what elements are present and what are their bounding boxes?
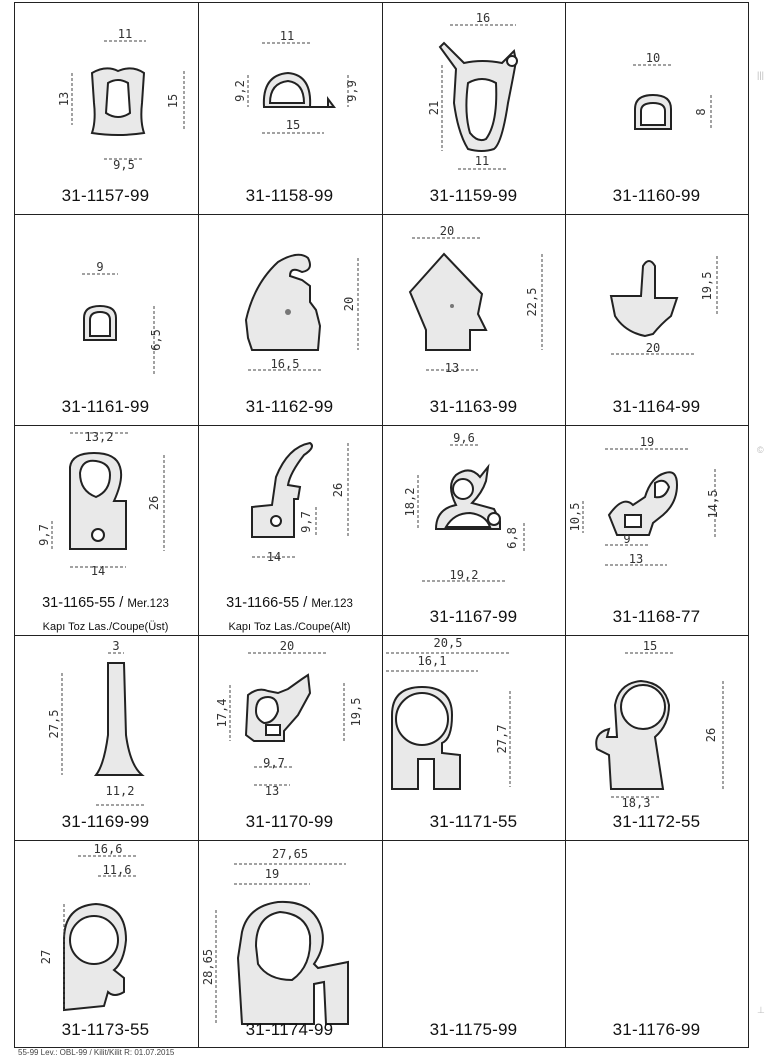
- dimension-label: 13: [57, 91, 71, 107]
- dimension-label: 9: [623, 532, 631, 546]
- dimension-label: 15: [166, 93, 180, 109]
- part-code: 31-1173-55: [61, 1020, 150, 1039]
- profile-cell: [198, 840, 381, 1046]
- part-code: 31-1162-99: [245, 397, 334, 416]
- profile-drawing: [565, 425, 748, 633]
- part-code: 31-1171-55: [429, 812, 518, 831]
- dimension-label: 11,6: [102, 863, 132, 877]
- profile-drawing: [14, 3, 197, 212]
- profile-drawing: [14, 635, 197, 838]
- profile-cell: [14, 3, 197, 212]
- dimension-label: 13: [264, 784, 280, 798]
- dimension-label: 10: [645, 51, 661, 65]
- dimension-label: 18,2: [403, 487, 417, 517]
- profile-drawing: [198, 214, 381, 423]
- profile-cell: [565, 214, 748, 423]
- dimension-label: 15: [285, 118, 301, 132]
- profile-cell: [198, 425, 381, 633]
- dimension-label: 20: [279, 639, 295, 653]
- profile-cell: [565, 840, 748, 1046]
- profile-cell: [198, 214, 381, 423]
- profile-cell: [565, 3, 748, 212]
- profile-cell: [382, 425, 565, 633]
- side-mark: |||: [757, 70, 765, 80]
- dimension-label: 21: [427, 100, 441, 116]
- part-code: 31-1168-77: [612, 607, 701, 626]
- profile-drawing: [565, 635, 748, 838]
- part-code: 31-1165-55 / Mer.123: [42, 595, 169, 611]
- part-description: Kapı Toz Las./Coupe(Üst): [42, 621, 169, 633]
- profile-drawing: [198, 635, 381, 838]
- dimension-label: 16,6: [93, 842, 123, 856]
- part-note: Mer.123: [127, 598, 169, 610]
- part-code: 31-1174-99: [245, 1020, 334, 1039]
- dimension-label: 11,2: [105, 784, 135, 798]
- dimension-label: 20,5: [433, 636, 463, 650]
- part-code: 31-1166-55 / Mer.123: [226, 595, 353, 611]
- dimension-label: 11: [117, 27, 133, 41]
- profile-cell: [14, 635, 197, 838]
- dimension-label: 17,4: [215, 698, 229, 728]
- part-code: 31-1169-99: [61, 812, 150, 831]
- profile-drawing: [565, 3, 748, 212]
- dimension-label: 6,5: [149, 329, 163, 351]
- footer-note: 55-99 Lev.: OBL-99 / Kilit/Kilit R: 01.07.2015: [18, 1048, 175, 1057]
- dimension-label: 26: [704, 727, 718, 743]
- part-number: 31-1166-55: [226, 595, 300, 611]
- dimension-label: 16,1: [417, 654, 447, 668]
- dimension-label: 26: [331, 482, 345, 498]
- profile-drawing: [198, 3, 381, 212]
- part-code: 31-1160-99: [612, 186, 701, 205]
- dimension-label: 27,7: [495, 724, 509, 754]
- profile-drawing: [382, 214, 565, 423]
- profile-cell: [382, 840, 565, 1046]
- dimension-label: 3: [112, 639, 120, 653]
- profile-drawing: [565, 214, 748, 423]
- profile-cell: [198, 3, 381, 212]
- part-number: 31-1165-55: [42, 595, 116, 611]
- dimension-label: 11: [474, 154, 490, 168]
- dimension-label: 9,6: [453, 431, 475, 445]
- dimension-label: 13: [628, 552, 644, 566]
- dimension-label: 15: [642, 639, 658, 653]
- dimension-label: 16: [475, 11, 491, 25]
- side-mark: ⊥: [757, 1005, 765, 1015]
- profile-drawing: [14, 840, 197, 1046]
- profile-drawing: [382, 3, 565, 212]
- dimension-label: 22,5: [525, 287, 539, 317]
- profile-cell: [14, 425, 197, 633]
- dimension-label: 19,5: [700, 271, 714, 301]
- side-mark: ©: [757, 445, 764, 455]
- dimension-label: 27: [39, 949, 53, 965]
- part-code: 31-1176-99: [612, 1020, 701, 1039]
- dimension-label: 11: [279, 29, 295, 43]
- dimension-label: 8: [694, 108, 708, 116]
- dimension-label: 27,65: [271, 847, 309, 861]
- dimension-label: 20: [439, 224, 455, 238]
- profile-cell: [198, 635, 381, 838]
- dimension-label: 20: [645, 341, 661, 355]
- part-code: 31-1164-99: [612, 397, 701, 416]
- profile-cell: [565, 635, 748, 838]
- dimension-label: 16,5: [270, 357, 300, 371]
- dimension-label: 9,7: [37, 524, 51, 546]
- part-code: 31-1157-99: [61, 186, 150, 205]
- profile-cell: [565, 425, 748, 633]
- part-note: Mer.123: [311, 598, 353, 610]
- dimension-label: 14,5: [706, 489, 720, 519]
- dimension-label: 26: [147, 495, 161, 511]
- profile-drawing: [14, 214, 197, 423]
- dimension-label: 9,7: [263, 756, 285, 770]
- profile-drawing: [198, 840, 381, 1046]
- part-code: 31-1158-99: [245, 186, 334, 205]
- profile-drawing: [382, 635, 565, 838]
- part-description: Kapı Toz Las./Coupe(Alt): [228, 621, 351, 633]
- dimension-label: 27,5: [47, 709, 61, 739]
- dimension-label: 14: [266, 550, 282, 564]
- dimension-label: 13,2: [84, 430, 114, 444]
- profile-cell: [382, 3, 565, 212]
- profile-cell: [382, 214, 565, 423]
- part-code: 31-1163-99: [429, 397, 518, 416]
- dimension-label: 14: [90, 564, 106, 578]
- profile-drawing: [382, 425, 565, 633]
- part-code: 31-1161-99: [61, 397, 150, 416]
- dimension-label: 6,8: [505, 527, 519, 549]
- dimension-label: 10,5: [568, 502, 582, 532]
- dimension-label: 13: [444, 361, 460, 375]
- dimension-label: 28,65: [201, 948, 215, 986]
- dimension-label: 9: [96, 260, 104, 274]
- dimension-label: 18,3: [621, 796, 651, 810]
- dimension-label: 9,5: [113, 158, 135, 172]
- part-code: 31-1172-55: [612, 812, 701, 831]
- part-code: 31-1170-99: [245, 812, 334, 831]
- profile-cell: [14, 214, 197, 423]
- part-code: 31-1159-99: [429, 186, 518, 205]
- dimension-label: 19: [264, 867, 280, 881]
- profile-cell: [14, 840, 197, 1046]
- dimension-label: 20: [342, 296, 356, 312]
- profile-cell: [382, 635, 565, 838]
- dimension-label: 9,9: [345, 80, 359, 102]
- part-code: 31-1167-99: [429, 607, 518, 626]
- part-code: 31-1175-99: [429, 1020, 518, 1039]
- dimension-label: 19,5: [349, 697, 363, 727]
- dimension-label: 19: [639, 435, 655, 449]
- dimension-label: 9,2: [233, 80, 247, 102]
- dimension-label: 19,2: [449, 568, 479, 582]
- dimension-label: 9,7: [299, 511, 313, 533]
